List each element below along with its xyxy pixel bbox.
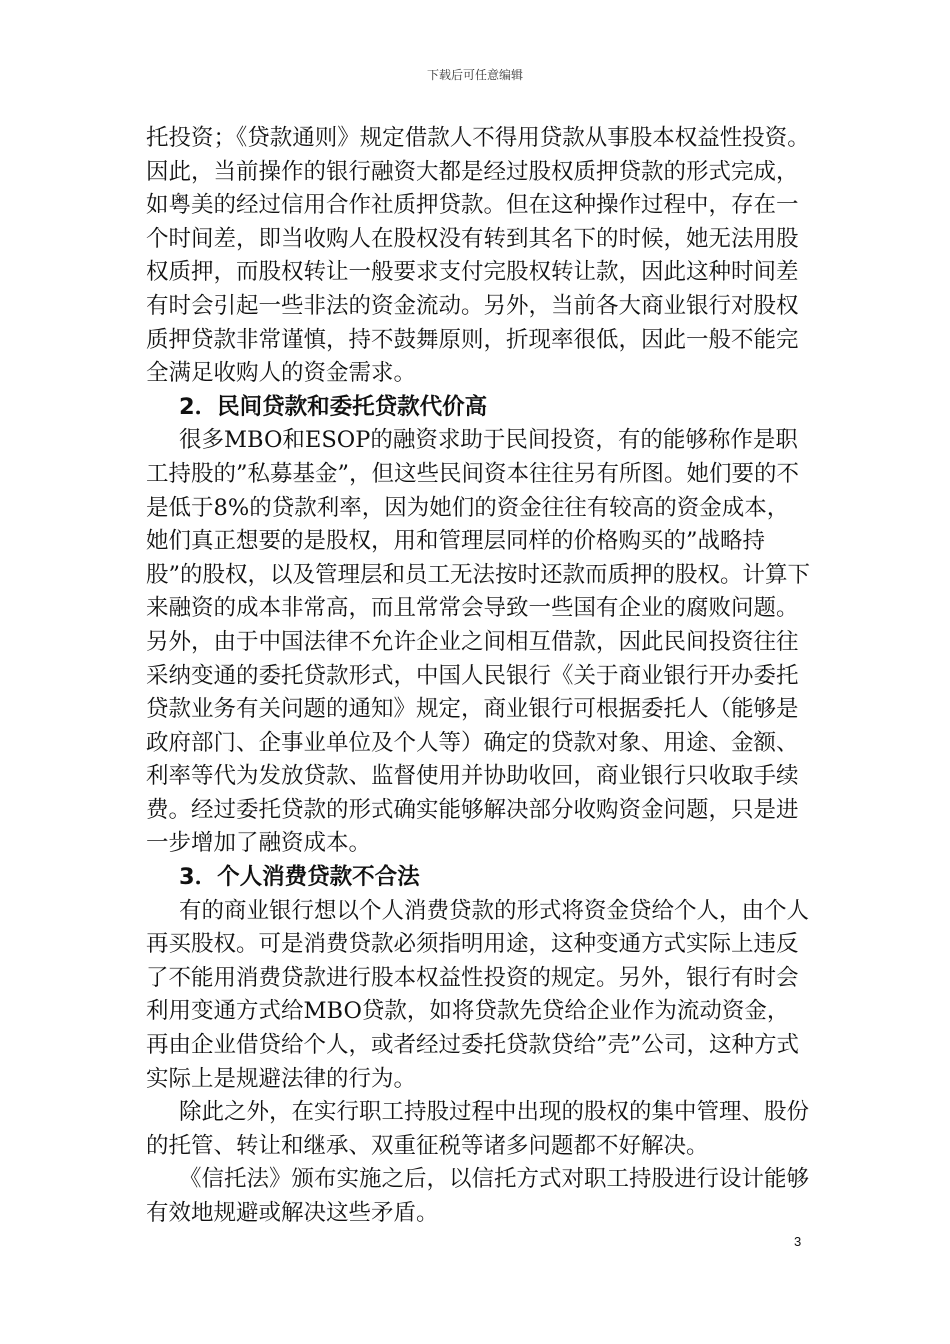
paragraph-5: 《信托法》颁布实施之后，以信托方式对职工持股进行设计能够有效地规避或解决这些矛盾。 bbox=[146, 1166, 810, 1226]
section-heading-2: 2．民间贷款和委托贷款代价高 bbox=[179, 393, 488, 420]
paragraph-3: 有的商业银行想以个人消费贷款的形式将资金贷给个人，由个人再买股权。可是消费贷款必须指明用途，这种变通方式实际上违反了不能用消费贷款进行股本权益性投资的规定。另外，银行有时会利用变通方式给MBO贷款，如将贷款先贷给企业作为流动资金，再由企业借贷给个人，或者经过委托贷款贷给”壳”公司，这种方式实际上是规避法律的行为。 bbox=[146, 897, 810, 1092]
document-body bbox=[146, 122, 810, 1231]
paragraph-4: 除此之外，在实行职工持股过程中出现的股权的集中管理、股份的托管、转让和继承、双重征税等诸多问题都不好解决。 bbox=[146, 1099, 810, 1159]
paragraph-2: 很多MBO和ESOP的融资求助于民间投资，有的能够称作是职工持股的”私募基金”，但这些民间资本往往另有所图。她们要的不是低于8%的贷款利率，因为她们的资金往往有较高的资金成本，她们真正想要的是股权，用和管理层同样的价格购买的”战略持股”的股权，以及管理层和员工无法按时还款而质押的股权。计算下来融资的成本非常高，而且常常会导致一些国有企业的腐败问题。另外，由于中国法律不允许企业之间相互借款，因此民间投资往往采纳变通的委托贷款形式，中国人民银行《关于商业银行开办委托贷款业务有关问题的通知》规定，商业银行可根据委托人（能够是政府部门、企事业单位及个人等）确定的贷款对象、用途、金额、利率等代为发放贷款、监督使用并协助收回，商业银行只收取手续费。经过委托贷款的形式确实能够解决部分收购资金问题，只是进一步增加了融资成本。 bbox=[146, 427, 811, 857]
page-number: 3 bbox=[794, 1234, 802, 1249]
section-heading-3: 3．个人消费贷款不合法 bbox=[179, 864, 420, 891]
paragraph-1: 托投资；《贷款通则》规定借款人不得用贷款从事股本权益性投资。因此，当前操作的银行融资大都是经过股权质押贷款的形式完成，如粤美的经过信用合作社质押贷款。但在这种操作过程中，存在一个时间差，即当收购人在股权没有转到其名下的时候，她无法用股权质押，而股权转让一般要求支付完股权转让款，因此这种时间差有时会引起一些非法的资金流动。另外，当前各大商业银行对股权质押贷款非常谨慎，持不鼓舞原则，折现率很低，因此一般不能完全满足收购人的资金需求。 bbox=[146, 125, 810, 387]
page-header: 下载后可任意编辑 bbox=[426, 68, 523, 82]
